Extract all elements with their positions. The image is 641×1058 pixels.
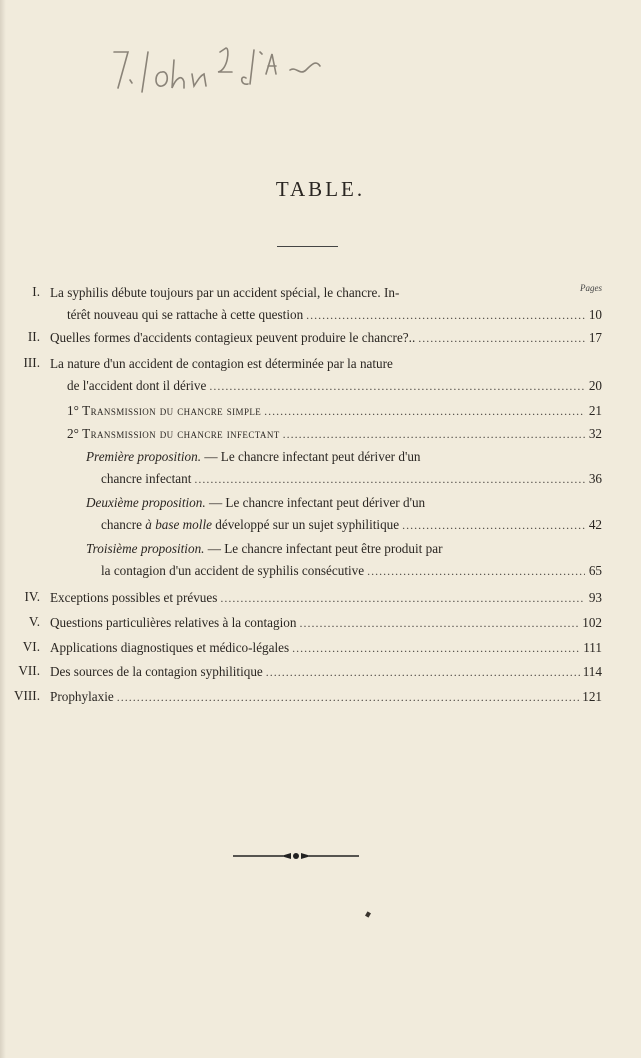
dot-leader	[299, 614, 579, 632]
dot-leader	[220, 589, 585, 607]
toc-page-number: 17	[588, 330, 602, 345]
toc-entry-text-line: Quelles formes d'accidents contagieux peuvent produire le chancre?.. ..... 17	[50, 329, 602, 347]
toc-page-number: 93	[588, 590, 602, 605]
toc-page-number: 36	[588, 471, 602, 486]
toc-page-number: 32	[588, 426, 602, 441]
toc-entry-number: VIII.	[14, 688, 40, 703]
scan-edge-shadow	[0, 0, 6, 1058]
ink-speck	[365, 911, 371, 917]
dot-leader	[194, 470, 585, 488]
toc-entry-text-line: Des sources de la contagion syphilitique ..... 114	[50, 663, 602, 681]
toc-page-number: 10	[588, 307, 602, 322]
toc-page-number: 111	[583, 640, 602, 655]
toc-entry-number: III.	[23, 355, 40, 370]
toc-entry-number: I.	[32, 284, 40, 299]
title-divider	[277, 246, 338, 247]
page-title: TABLE.	[275, 177, 366, 201]
toc-entry-text-line: chancre à base molle développé sur un sujet syphilitique ..... 42	[101, 516, 602, 534]
toc-entry-text-line: Première proposition. — Le chancre infectant peut dériver d'un	[86, 449, 421, 464]
dot-leader	[283, 425, 585, 443]
toc-entry-text-line: Deuxième proposition. — Le chancre infectant peut dériver d'un	[86, 495, 426, 510]
dot-leader	[292, 639, 580, 657]
dot-leader	[306, 306, 585, 324]
toc-page-number: 65	[588, 563, 602, 578]
toc-page-number: 20	[588, 378, 602, 393]
toc-entry-text-line: chancre infectant ..... 36	[101, 470, 602, 488]
toc-entry-text-line: Exceptions possibles et prévues ..... 93	[50, 589, 602, 607]
dot-leader	[117, 688, 579, 706]
toc-entry-text-line: La nature d'un accident de contagion est déterminée par la nature	[50, 356, 393, 371]
toc-entry-number: IV.	[24, 589, 40, 604]
dot-leader	[209, 377, 585, 395]
handwritten-annotation-icon	[100, 30, 380, 110]
toc-page-number: 121	[582, 689, 602, 704]
toc-page-number: 102	[582, 615, 602, 630]
dot-leader	[402, 516, 585, 534]
toc-entry-number: V.	[28, 614, 40, 629]
toc-entry-text-line: 1° Transmission du chancre simple ..... 21	[67, 402, 602, 420]
pages-column-label: Pages	[580, 283, 602, 293]
toc-entry-number: VII.	[18, 663, 40, 678]
toc-entry-text-line: 2° Transmission du chancre infectant ..... 32	[67, 425, 602, 443]
toc-entry-text-line: Applications diagnostiques et médico-légales ..... 111	[50, 639, 602, 657]
toc-entry-text-line: la contagion d'un accident de syphilis consécutive ..... 65	[101, 562, 602, 580]
fleuron-ornament-icon	[233, 851, 359, 861]
dot-leader	[264, 402, 585, 420]
toc-entry-text-line: Questions particulières relatives à la contagion ..... 102	[50, 614, 602, 632]
dot-leader	[266, 663, 580, 681]
toc-entry-number: VI.	[22, 639, 40, 654]
toc-page-number: 42	[588, 517, 602, 532]
toc-page-number: 21	[588, 403, 602, 418]
toc-entry-text-line: Troisième proposition. — Le chancre infectant peut être produit par	[86, 541, 443, 556]
toc-entry-text-line: La syphilis débute toujours par un accident spécial, le chancre. In-	[50, 285, 400, 300]
toc-entry-text-line: térêt nouveau qui se rattache à cette question ..... 10	[67, 306, 602, 324]
dot-leader	[367, 562, 585, 580]
toc-entry-text-line: de l'accident dont il dérive ..... 20	[67, 377, 602, 395]
toc-page-number: 114	[582, 664, 602, 679]
toc-entry-text-line: Prophylaxie ..... 121	[50, 688, 602, 706]
toc-entry-number: II.	[27, 329, 40, 344]
dot-leader	[418, 329, 585, 347]
